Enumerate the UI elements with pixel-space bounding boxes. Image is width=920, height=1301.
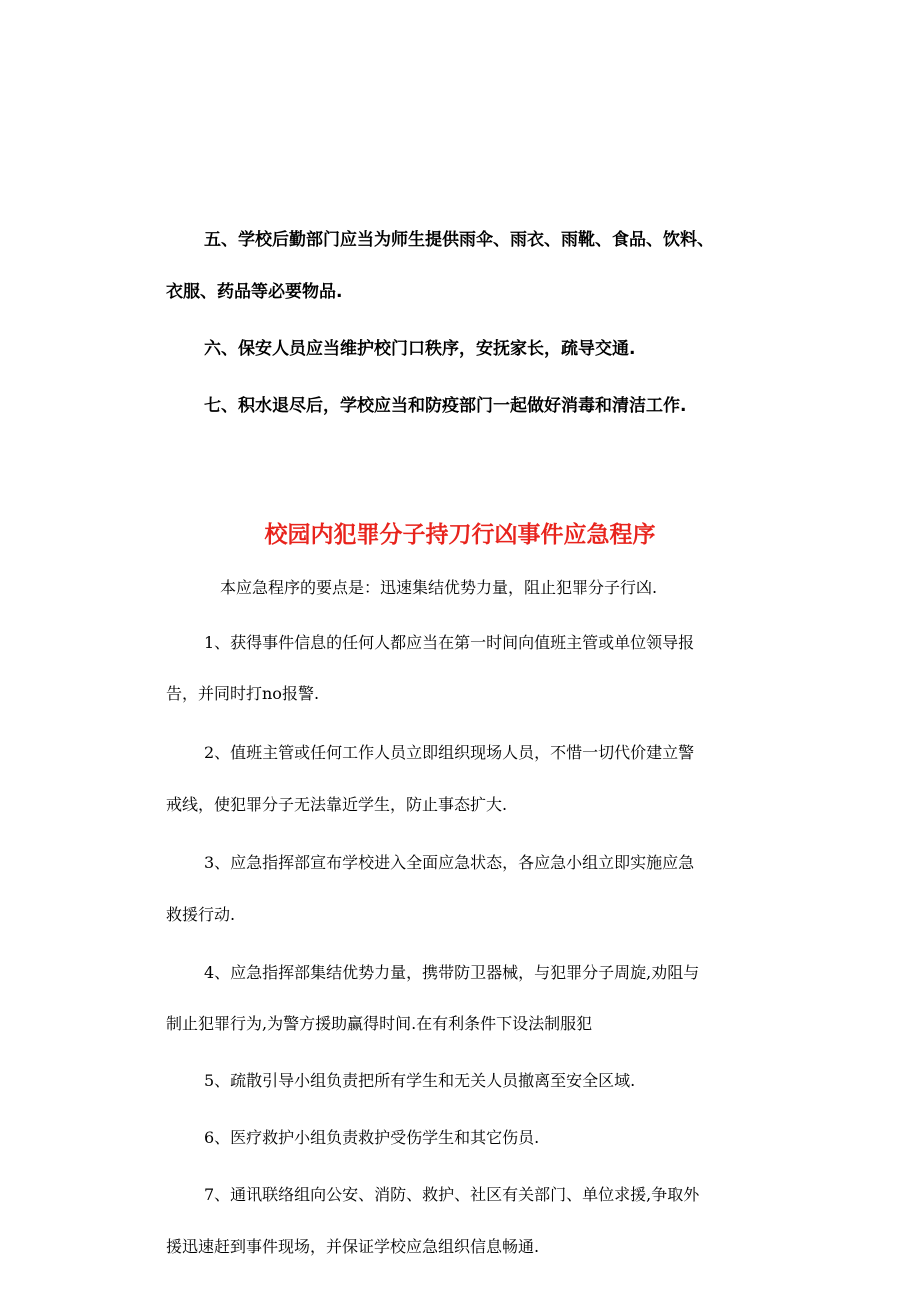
item-2-line-1: 2、值班主管或任何工作人员立即组织现场人员，不惜一切代价建立警 — [204, 743, 695, 762]
item-3-line-2: 救援行动. — [166, 905, 236, 924]
paragraph-6: 六、保安人员应当维护校门口秩序，安抚家长，疏导交通. — [204, 339, 636, 359]
item-4-line-2: 制止犯罪行为,为警方援助赢得时间.在有利条件下设法制服犯 — [166, 1014, 593, 1033]
section-title: 校园内犯罪分子持刀行凶事件应急程序 — [264, 522, 656, 548]
item-1-line-1: 1、获得事件信息的任何人都应当在第一时间向值班主管或单位领导报 — [204, 633, 695, 652]
item-7-line-2: 援迅速赶到事件现场，并保证学校应急组织信息畅通. — [166, 1237, 540, 1256]
paragraph-5-line-1: 五、学校后勤部门应当为师生提供雨伞、雨衣、雨靴、食品、饮料、 — [204, 230, 714, 250]
paragraph-7: 七、积水退尽后，学校应当和防疫部门一起做好消毒和清洁工作. — [204, 396, 687, 416]
item-3-line-1: 3、应急指挥部宣布学校进入全面应急状态，各应急小组立即实施应急 — [204, 853, 695, 872]
intro-paragraph: 本应急程序的要点是：迅速集结优势力量，阻止犯罪分子行凶. — [220, 578, 658, 597]
item-5: 5、疏散引导小组负责把所有学生和无关人员撤离至安全区域. — [204, 1071, 636, 1090]
paragraph-5-line-2: 衣服、药品等必要物品. — [166, 282, 343, 302]
item-7-line-1: 7、通讯联络组向公安、消防、救护、社区有关部门、单位求援,争取外 — [204, 1185, 700, 1204]
item-2-line-2: 戒线，使犯罪分子无法靠近学生，防止事态扩大. — [166, 795, 508, 814]
item-6: 6、医疗救护小组负责救护受伤学生和其它伤员. — [204, 1128, 540, 1147]
item-4-line-1: 4、应急指挥部集结优势力量，携带防卫器械，与犯罪分子周旋,劝阻与 — [204, 963, 700, 982]
item-1-line-2: 告，并同时打no报警. — [166, 684, 320, 703]
